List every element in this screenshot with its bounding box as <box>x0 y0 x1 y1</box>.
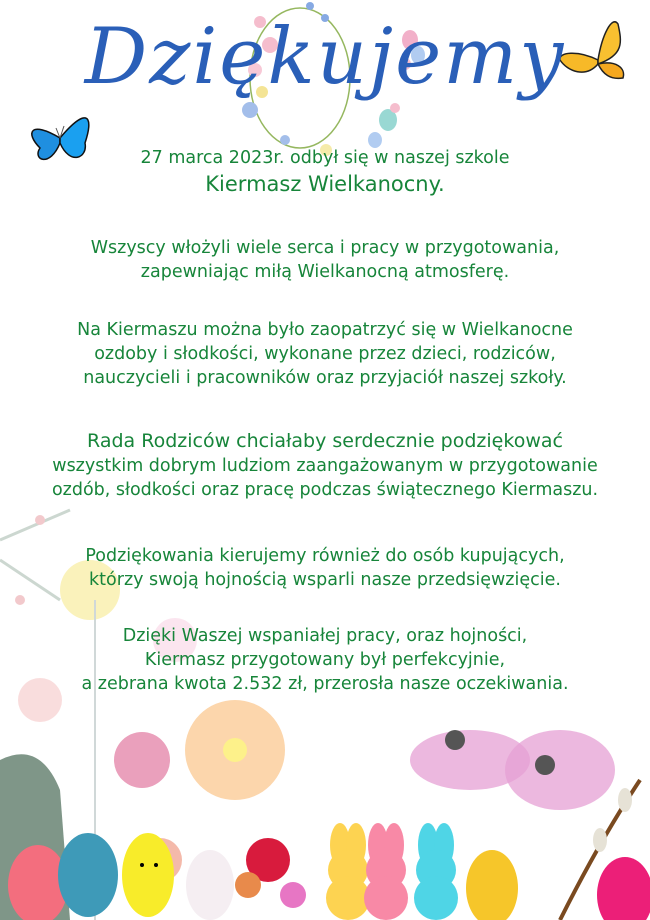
text-line: Dzięki Waszej wspaniałej pracy, oraz hojności, <box>122 626 528 646</box>
text-line: wszystkim dobrym ludziom zaangażowanym w przygotowanie <box>52 456 598 476</box>
text-line: Na Kiermaszu można było zaopatrzyć się w Wielkanocne <box>77 320 573 340</box>
text-line: zapewniając miłą Wielkanocną atmosferę. <box>140 262 510 282</box>
text-line: ozdoby i słodkości, wykonane przez dzieci, rodziców, <box>94 344 556 364</box>
paragraph-thanks-buyers <box>0 544 650 592</box>
paragraph-offer <box>0 318 650 390</box>
bunnies-icon <box>326 823 458 920</box>
text-line: nauczycieli i pracowników oraz przyjaciół naszej szkoły. <box>83 368 567 388</box>
intro-line-1: 27 marca 2023r. odbył się w naszej szkole <box>140 148 510 168</box>
paragraph-thanks-council <box>0 428 650 502</box>
text-line: ozdób, słodkości oraz pracę podczas świątecznego Kiermaszu. <box>51 480 599 500</box>
text-line: Kiermasz przygotowany był perfekcyjnie, <box>144 650 506 670</box>
intro-line-2: Kiermasz Wielkanocny. <box>205 172 445 196</box>
paragraph-preparation <box>0 236 650 284</box>
text-line: Rada Rodziców chciałaby serdecznie podziękować <box>87 430 563 452</box>
chick-icon <box>122 833 174 917</box>
text-line: Podziękowania kierujemy również do osób kupujących, <box>85 546 565 566</box>
paragraph-result <box>0 624 650 696</box>
text-line: a zebrana kwota 2.532 zł, przerosła nasze oczekiwania. <box>81 674 569 694</box>
page-title: Dziękujemy <box>84 12 566 102</box>
text-line: którzy swoją hojnością wsparli nasze przedsięwzięcie. <box>89 570 561 590</box>
text-line: Wszyscy włożyli wiele serca i pracy w przygotowania, <box>90 238 560 258</box>
